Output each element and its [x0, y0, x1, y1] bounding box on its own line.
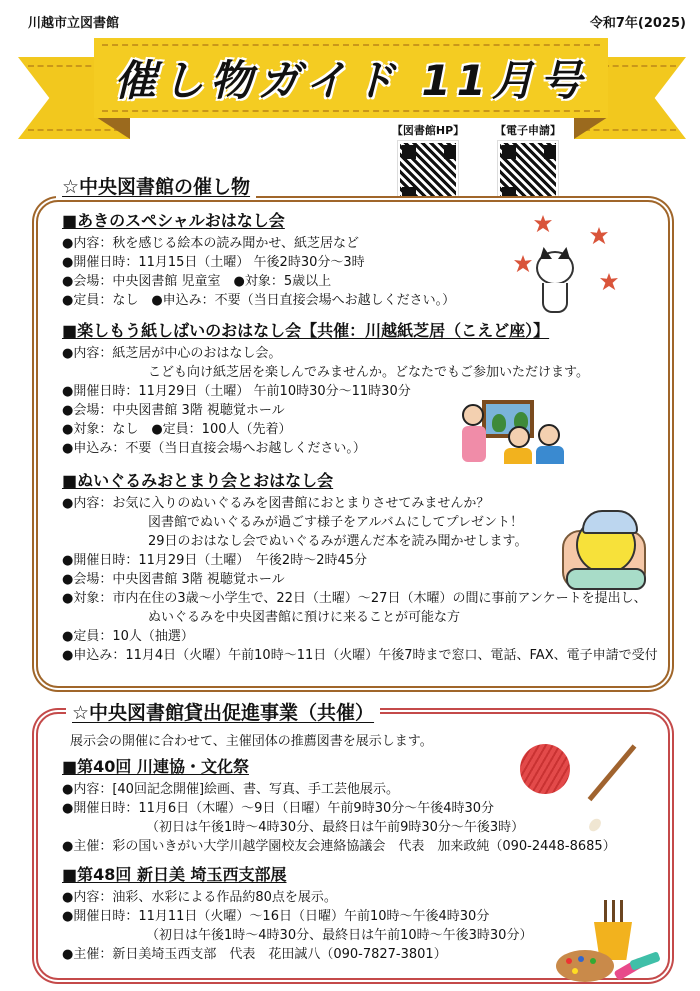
- yarn-ball-icon: [520, 744, 570, 794]
- event-autumn-storytime: [62, 210, 455, 310]
- qr-library-hp[interactable]: [388, 122, 468, 201]
- nightcap-icon: [582, 510, 638, 534]
- event-detail: こども向け紙芝居を楽しんでみませんか。どなたでもご参加いただけます。: [148, 365, 589, 380]
- yarn-and-brush-illustration: [520, 740, 650, 840]
- maple-leaf-icon: [600, 273, 618, 291]
- event-detail: ●内容：油彩、水彩による作品約80点を展示。: [62, 890, 337, 905]
- event-detail: ●申込み：11月4日（火曜）午前10時～11日（火曜）午後7時まで窓口、電話、FAX、電子申請で受付: [62, 648, 658, 663]
- storyteller-body: [462, 426, 486, 462]
- child-icon: [508, 426, 530, 448]
- paint-dot: [578, 956, 584, 962]
- paint-palette-icon: [556, 950, 614, 982]
- child-icon: [538, 424, 560, 446]
- calligraphy-brush-icon: [588, 744, 637, 801]
- event-detail: ●開催日時：11月11日（火曜）～16日（日曜）午前10時～午後4時30分: [62, 909, 490, 924]
- issue-year: 令和7年(2025): [589, 16, 686, 31]
- paint-dot: [572, 968, 578, 974]
- child-body: [536, 446, 564, 464]
- event-detail: ●主催：新日美埼玉西支部 代表 花田誠八（090-7827-3801）: [62, 947, 447, 962]
- brush-tip: [587, 816, 604, 833]
- event-title: ■第40回 川連協・文化祭: [62, 757, 249, 776]
- event-detail: （初日は午後1時～4時30分、最終日は午前10時～午後3時30分）: [146, 928, 533, 943]
- storyteller-icon: [462, 404, 484, 426]
- event-detail: ●定員：なし ●申込み：不要（当日直接会場へお越しください。）: [62, 293, 456, 308]
- event-detail: ●主催：彩の国いきがい大学川越学園校友会連絡協議会 代表 加来政純（090-2448-8685）: [62, 839, 616, 854]
- qr-code-icon[interactable]: [398, 141, 458, 201]
- event-detail: 図書館でぬいぐるみが過ごす様子をアルバムにしてプレゼント！: [148, 515, 524, 530]
- event-detail: （初日は午後1時～4時30分、最終日は午前9時30分～午後3時）: [146, 820, 525, 835]
- event-detail: ●会場：中央図書館 3階 視聴覚ホール: [62, 403, 285, 418]
- event-detail: ●会場：中央図書館 3階 視聴覚ホール: [62, 572, 285, 587]
- page-title: 催し物ガイド 11月号: [114, 56, 588, 105]
- event-title: ■あきのスペシャルおはなし会: [62, 211, 285, 230]
- sleeping-plush-illustration: [562, 510, 652, 594]
- publisher-name: 川越市立図書館: [28, 16, 120, 31]
- qr-label: 【図書館HP】: [391, 124, 465, 137]
- section-title: ☆中央図書館貸出促進事業（共催）: [66, 698, 380, 725]
- event-detail: ●開催日時：11月29日（土曜） 午前10時30分～11時30分: [62, 384, 411, 399]
- event-detail: ●内容：秋を感じる絵本の読み聞かせ、紙芝居など: [62, 236, 359, 251]
- event-detail: ●対象：なし ●定員：100人（先着）: [62, 422, 292, 437]
- maple-leaf-icon: [514, 255, 532, 273]
- event-title: ■第48回 新日美 埼玉西支部展: [62, 865, 287, 884]
- event-detail: ●内容：お気に入りのぬいぐるみを図書館におとまりさせてみませんか？: [62, 496, 490, 511]
- event-title: ■楽しもう紙しばいのおはなし会【共催：川越紙芝居（こえど座）】: [62, 321, 550, 340]
- event-detail: ●申込み：不要（当日直接会場へお越しください。）: [62, 441, 366, 456]
- event-title: ■ぬいぐるみおとまり会とおはなし会: [62, 471, 334, 490]
- qr-e-application[interactable]: [488, 122, 568, 201]
- maple-leaf-icon: [590, 227, 608, 245]
- tree-icon: [492, 414, 506, 432]
- qr-label: 【電子申請】: [495, 124, 561, 137]
- paint-dot: [590, 958, 596, 964]
- title-banner: [94, 38, 608, 118]
- event-detail: ●内容：[40回記念開催]絵画、書、写真、手工芸他展示。: [62, 782, 400, 797]
- event-detail: ●対象：市内在住の3歳～小学生で、22日（土曜）～27日（木曜）の間に事前アンケートを提出し、: [62, 591, 647, 606]
- section-intro: 展示会の開催に合わせて、主催団体の推薦図書を展示します。: [70, 734, 433, 749]
- paint-tube-icon: [629, 951, 661, 971]
- cat-icon: [536, 251, 574, 285]
- qr-code-icon[interactable]: [498, 141, 558, 201]
- event-detail: ●会場：中央図書館 児童室 ●対象：5歳以上: [62, 274, 332, 289]
- event-detail: ●内容：紙芝居が中心のおはなし会。: [62, 346, 282, 361]
- maple-leaf-icon: [534, 215, 552, 233]
- paint-dot: [566, 958, 572, 964]
- event-detail: ●定員：10人（抽選）: [62, 629, 194, 644]
- child-body: [504, 448, 532, 464]
- cat-body: [542, 283, 568, 313]
- event-detail: ●開催日時：11月6日（木曜）～9日（日曜）午前9時30分～午後4時30分: [62, 801, 495, 816]
- paint-set-illustration: [556, 900, 666, 986]
- event-detail: ●開催日時：11月29日（土曜） 午後2時～2時45分: [62, 553, 368, 568]
- blanket-icon: [566, 568, 646, 590]
- event-shinnichibi-exhibition: [62, 864, 532, 964]
- event-detail: ●開催日時：11月15日（土曜） 午後2時30分～3時: [62, 255, 365, 270]
- kamishibai-illustration: [462, 400, 572, 464]
- section-title: ☆中央図書館の催し物: [56, 172, 256, 199]
- event-detail: ぬいぐるみを中央図書館に預けに来ることが可能な方: [148, 610, 461, 625]
- cat-autumn-leaves-illustration: [510, 215, 620, 315]
- event-detail: 29日のおはなし会でぬいぐるみが選んだ本を読み聞かせします。: [148, 534, 528, 549]
